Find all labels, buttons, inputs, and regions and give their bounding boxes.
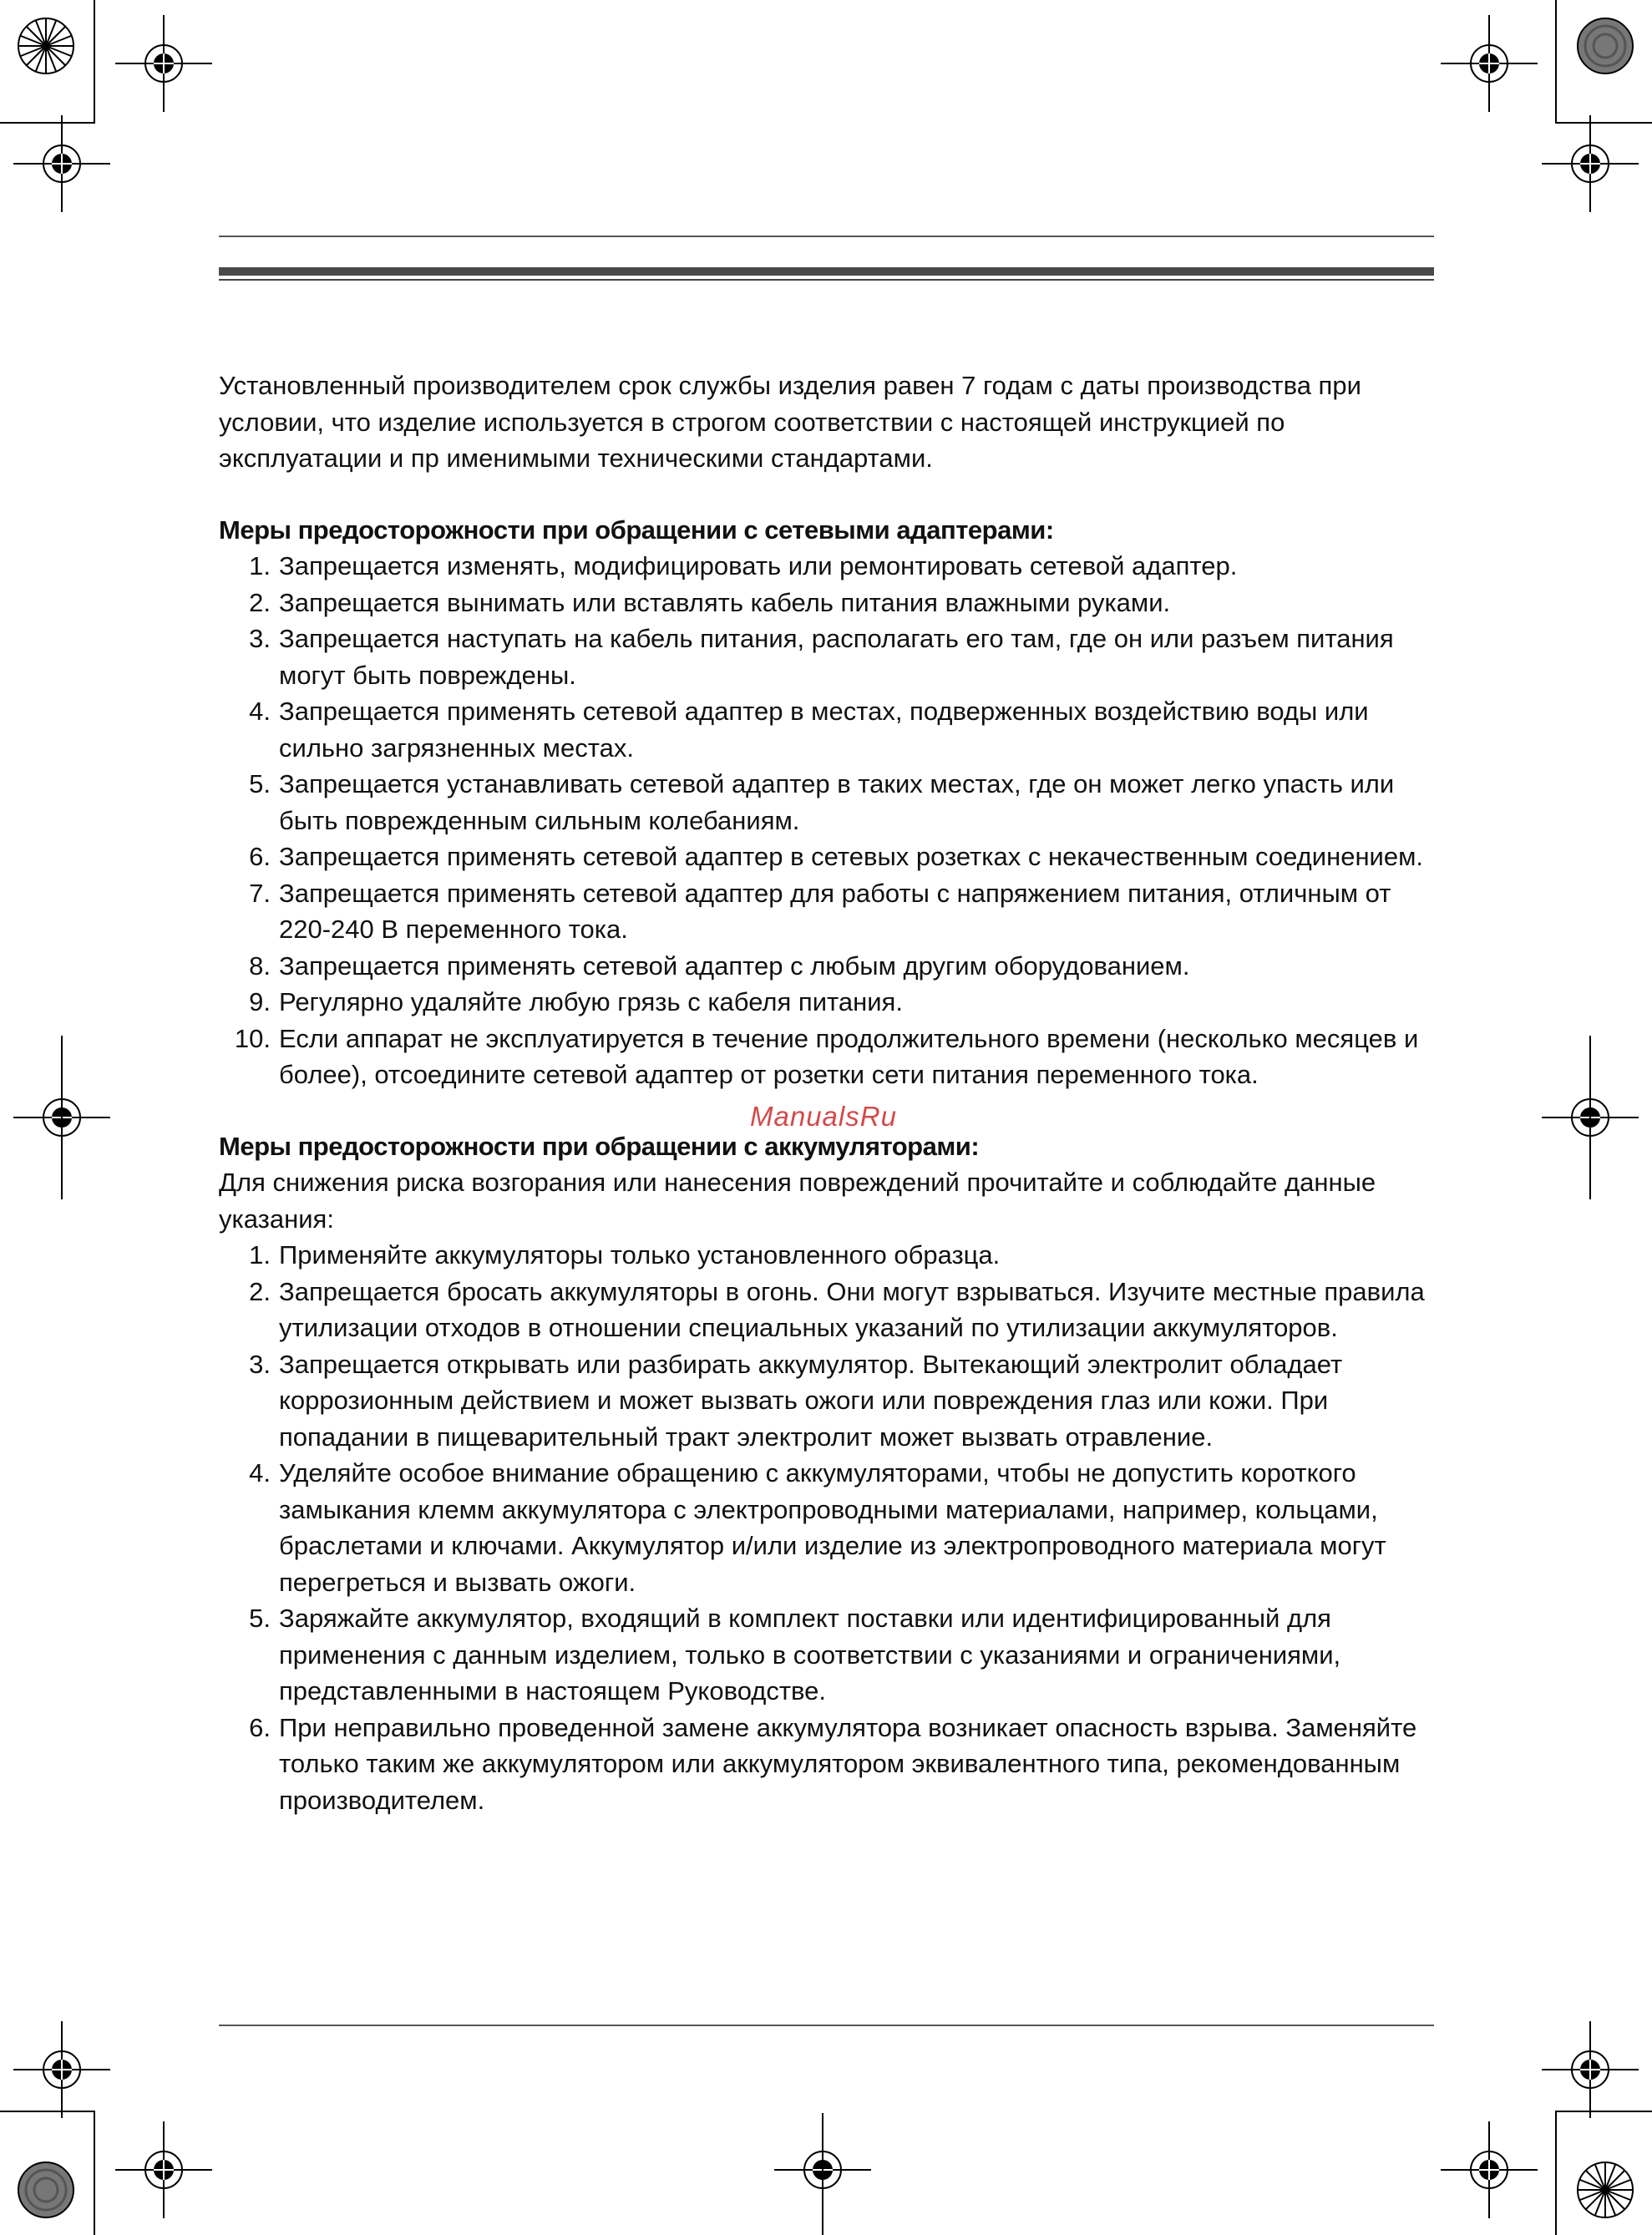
list-item: 1. Запрещается изменять, модифицировать или ремонтировать сетевой адаптер.: [249, 551, 1238, 580]
batteries-heading: Меры предосторожности при обращении с аккумуляторами:: [219, 1131, 980, 1161]
batteries-list: [219, 1237, 1438, 1818]
list-item: 3. Запрещается открывать или разбирать аккумулятор. Вытекающий электролит обладает коррозионным действием и может вызвать ожоги или повреждения глаз или кожи. При попадании в пищеварительный тракт электролит может вызвать отравление.: [249, 1349, 1343, 1452]
watermark: ManualsRu: [750, 1101, 897, 1132]
adapters-heading: Меры предосторожности при обращении с сетевыми адаптерами:: [219, 514, 1054, 545]
intro-paragraph: Установленный производителем срок службы изделия равен 7 годам с даты производства при условии, что изделие используется в строгом соответствии с настоящей инструкцией по эксплуатации и пр именимыми техническими стандартами.: [219, 371, 1361, 473]
list-item: 3. Запрещается наступать на кабель питания, располагать его там, где он или разъем питания могут быть повреждены.: [249, 624, 1394, 690]
list-item: 9. Регулярно удаляйте любую грязь с кабеля питания.: [249, 987, 903, 1016]
list-item: 4. Запрещается применять сетевой адаптер в местах, подверженных воздействию воды или сильно загрязненных местах.: [249, 697, 1369, 763]
header-rule-thick: [219, 267, 1434, 276]
header-rule-thin: [219, 236, 1434, 237]
header-rule-thin-lower: [219, 279, 1434, 281]
list-item: 6. При неправильно проведенной замене аккумулятора возникает опасность взрыва. Заменяйте только таким же аккумулятором или аккумулятором эквивалентного типа, рекомендованным производителем.: [249, 1712, 1417, 1815]
footer-rule: [219, 2025, 1434, 2026]
list-item: 1. Применяйте аккумуляторы только установленного образца.: [249, 1240, 1001, 1270]
list-item: 2. Запрещается бросать аккумуляторы в огонь. Они могут взрываться. Изучите местные правила утилизации отходов в отношении специальных указаний по утилизации аккумуляторов.: [249, 1276, 1425, 1342]
list-item: 7. Запрещается применять сетевой адаптер для работы с напряжением питания, отличным от 220-240 В переменного тока.: [249, 878, 1391, 944]
list-item: 5. Заряжайте аккумулятор, входящий в комплект поставки или идентифицированный для применения с данным изделием, только в соответствии с указаниями и ограничениями, представленными в настоящем Руководстве.: [249, 1604, 1341, 1705]
list-item: 10. Если аппарат не эксплуатируется в течение продолжительного времени (несколько месяцев и более), отсоедините сетевой адаптер от розетки сети питания переменного тока.: [234, 1023, 1419, 1089]
batteries-lead: Для снижения риска возгорания или нанесения повреждений прочитайте и соблюдайте данные указания:: [219, 1168, 1376, 1234]
list-item: 4. Уделяйте особое внимание обращению с аккумуляторами, чтобы не допустить короткого замыкания клемм аккумулятора с электропроводными материалами, например, кольцами, браслетами и ключами. Аккумулятор и/или изделие из электропроводного материала могут перегреться и вызвать ожоги.: [249, 1458, 1386, 1597]
list-item: 2. Запрещается вынимать или вставлять кабель питания влажными руками.: [249, 587, 1171, 617]
list-item: 8. Запрещается применять сетевой адаптер с любым другим оборудованием.: [249, 950, 1190, 981]
list-item: 6. Запрещается применять сетевой адаптер в сетевых розетках с некачественным соединением.: [249, 842, 1424, 871]
adapters-list: [219, 548, 1438, 1093]
list-item: 5. Запрещается устанавливать сетевой адаптер в таких местах, где он может легко упасть или быть поврежденным сильным колебаниям.: [249, 769, 1395, 835]
